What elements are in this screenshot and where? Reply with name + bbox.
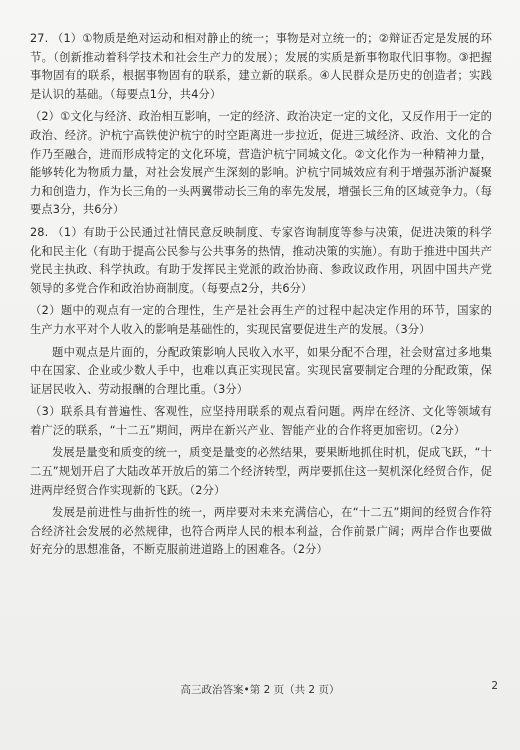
page-number: 2 [491,680,498,692]
answer-28-1: 28. （1）有助于公民通过社情民意反映制度、专家咨询制度等参与决策，促进决策的科学化和民主化（有助于提高公民参与公共事务的热情，推动决策的实施）。有助于推进中国共产党民主执政、科学执政。有助于发挥民主党派的政治协商、参政议政作用，巩固中国共产党领导的多党合作和政治协商制度。（每要点2分，共6分） [30,225,492,295]
page-footer: 高三政治答案•第 2 页（共 2 页） [180,684,340,696]
answer-28-3-b: 发展是量变和质变的统一，质变是量变的必然结果，要果断地抓住时机，促成飞跃，“十二五”规划开启了大陆改革开放后的第二个经济转型，两岸要抓住这一契机深化经贸合作，促进两岸经贸合作实现新的飞跃。（2分） [30,446,492,497]
answer-28-2-b: 题中观点是片面的，分配政策影响人民收入水平，如果分配不合理，社会财富过多地集中在国家、企业或少数人手中，也难以真正实现民富。实现民富要制定合理的分配政策，保证居民收入、劳动报酬的合理比重。（3分） [30,345,492,396]
answer-28-3-c: 发展是前进性与曲折性的统一，两岸要对未来充满信心，在“十二五”期间的经贸合作符合经济社会发展的必然规律，也符合两岸人民的根本利益，合作前景广阔；两岸合作也要做好充分的思想准备，不断克服前进道路上的困难各。（2分） [30,506,492,557]
answer-28-2-a: （2）题中的观点有一定的合理性，生产是社会再生产的过程中起决定作用的环节，国家的生产力水平对个人收入的影响是基础性的，实现民富要促进生产的发展。（3分） [30,304,492,336]
answer-content [30,30,492,564]
answer-27-1: 27. （1）①物质是绝对运动和相对静止的统一；事物是对立统一的；②辩证否定是发展的环节。（创新推动着科学技术和社会生产力的发展）；发展的实质是新事物取代旧事物。③把握事物固有的联系，根据事物固有的联系，建立新的联系。④人民群众是历史的创造者；实践是认识的基础。（每要点1分，共4分） [30,32,492,101]
answer-28-3-a: （3）联系具有普遍性、客观性，应坚持用联系的观点看问题。两岸在经济、文化等领域有着广泛的联系，“十二五”期间，两岸在新兴产业、智能产业的合作将更加密切。（2分） [30,405,492,437]
answer-27-2: （2）①文化与经济、政治相互影响，一定的经济、政治决定一定的文化，又反作用于一定的政治、经济。沪杭宁高铁使沪杭宁的时空距离进一步拉近，促进三城经济、政治、文化的合作乃至融合，进而形成特定的文化环境，营造沪杭宁同城文化。②文化作为一种精神力量，能够转化为物质力量，对社会发展产生深刻的影响。沪杭宁同城效应有利于增强苏浙沪凝聚力和创造力，作为长三角的一头两翼带动长三角的率先发展，增强长三角的区域竞争力。（每要点3分，共6分） [30,110,492,217]
